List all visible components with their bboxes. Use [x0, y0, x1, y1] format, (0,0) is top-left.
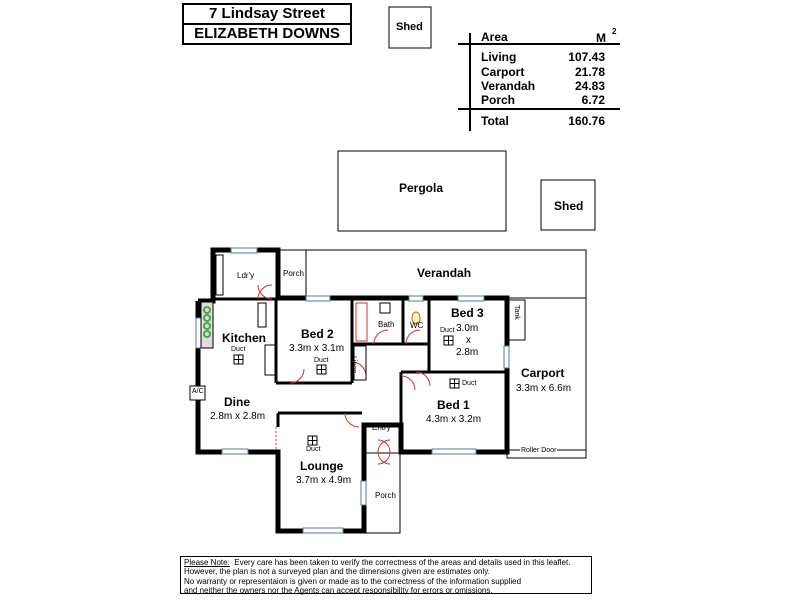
- door-bed2: [290, 369, 304, 383]
- table-total-value: 160.76: [568, 114, 605, 128]
- disclaimer-line3: No warranty or representaion is given or made as to the correctness of the information supplied: [184, 576, 522, 586]
- door-lounge: [345, 413, 359, 427]
- window-laundry: [231, 248, 257, 253]
- label-entry: Entry: [372, 423, 391, 432]
- duct-icon-crosses: [234, 336, 459, 445]
- table-total-label: Total: [481, 114, 509, 128]
- label-bed2: Bed 2: [301, 327, 334, 341]
- label-pergola: Pergola: [399, 181, 444, 195]
- window-kitchen: [196, 318, 201, 348]
- label-roller-door: Roller Door: [521, 447, 557, 454]
- label-bed2-duct: Duct: [314, 357, 329, 364]
- disclaimer-line1-row: [184, 558, 588, 567]
- interior-walls: [213, 298, 507, 452]
- window-bed3-east: [504, 346, 509, 368]
- table-row-label: Verandah: [481, 79, 536, 93]
- label-bed3-duct: Duct: [440, 327, 455, 334]
- label-kitchen-duct: Duct: [231, 346, 246, 353]
- label-tank: Tank: [513, 305, 520, 320]
- laundry-bench: [216, 255, 223, 295]
- window-dine: [222, 449, 248, 454]
- label-lounge-duct: Duct: [306, 446, 321, 453]
- kitchen-cupboard: [258, 303, 266, 327]
- door-bed1: [401, 376, 415, 390]
- table-row-value: 21.78: [574, 65, 605, 79]
- label-kitchen: Kitchen: [222, 331, 267, 345]
- label-bed1-duct: Duct: [462, 380, 477, 387]
- window-lounge-east: [361, 481, 366, 505]
- window-wc: [409, 296, 423, 301]
- label-dine: Dine: [224, 395, 251, 409]
- label-carport-size: 3.3m x 6.6m: [516, 383, 572, 394]
- table-header: Area: [481, 30, 508, 44]
- door-bed3: [416, 372, 430, 386]
- bath-tub: [356, 303, 367, 341]
- label-lounge-size: 3.7m x 4.9m: [296, 475, 352, 486]
- door-wc: [406, 330, 420, 344]
- window-bed1: [432, 449, 476, 454]
- table-row-value: 24.83: [574, 79, 605, 93]
- table-row-value: 107.43: [568, 50, 605, 64]
- window-bed2: [306, 296, 330, 301]
- disclaimer-heading: Please Note:: [184, 558, 230, 567]
- label-dine-size: 2.8m x 2.8m: [210, 411, 266, 422]
- table-unit-sup: 2: [612, 27, 617, 36]
- basin-icon: [380, 303, 390, 313]
- label-porch-front: Porch: [375, 491, 396, 500]
- label-bed3-size-a: 3.0m: [456, 323, 479, 334]
- disclaimer-box: [180, 556, 592, 594]
- disclaimer-line4: and neither the owners nor the Agents can accept responsibility for errors or omissions.: [184, 586, 493, 596]
- label-ac: A/C: [192, 388, 204, 395]
- door-entry: [378, 440, 390, 464]
- label-bed3-size-b: 2.8m: [456, 347, 479, 358]
- kitchen-bench: [201, 302, 213, 348]
- label-lounge: Lounge: [300, 459, 344, 473]
- label-bed1-size: 4.3m x 3.2m: [426, 414, 482, 425]
- table-row-label: Living: [481, 50, 517, 64]
- label-bed3: Bed 3: [451, 306, 484, 320]
- label-bed3-size-x: x: [466, 335, 471, 346]
- window-bed3: [458, 296, 484, 301]
- exterior-walls: [198, 250, 507, 531]
- label-verandah: Verandah: [417, 266, 472, 280]
- duct-icons: [234, 336, 459, 445]
- table-row-value: 6.72: [581, 93, 605, 107]
- label-wc: WC: [410, 321, 424, 330]
- disclaimer-line1: Every care has been taken to verify the correctness of the areas and details used in this leaflet.: [234, 558, 571, 567]
- label-bath: Bath: [378, 320, 395, 329]
- door-bath: [374, 330, 388, 344]
- label-porch-back: Porch: [283, 269, 304, 278]
- label-laundry: Ldr'y: [237, 271, 255, 280]
- window-lounge: [303, 528, 343, 533]
- table-unit: M: [596, 31, 606, 45]
- address-suburb: ELIZABETH DOWNS: [182, 23, 352, 45]
- label-shed-top: Shed: [396, 21, 423, 33]
- label-bed1: Bed 1: [437, 398, 470, 412]
- table-row-label: Carport: [481, 65, 525, 79]
- label-carport: Carport: [521, 366, 565, 380]
- label-linen: Linen: [350, 356, 357, 374]
- table-row-label: Porch: [481, 93, 516, 107]
- disclaimer-line2: However, the plan is not a surveyed plan and the dimensions given are estimates only.: [184, 567, 490, 577]
- windows: [196, 248, 509, 533]
- address-street: 7 Lindsay Street: [182, 3, 352, 25]
- label-shed-right: Shed: [554, 199, 584, 213]
- fridge-space: [265, 345, 275, 375]
- label-bed2-size: 3.3m x 3.1m: [289, 343, 345, 354]
